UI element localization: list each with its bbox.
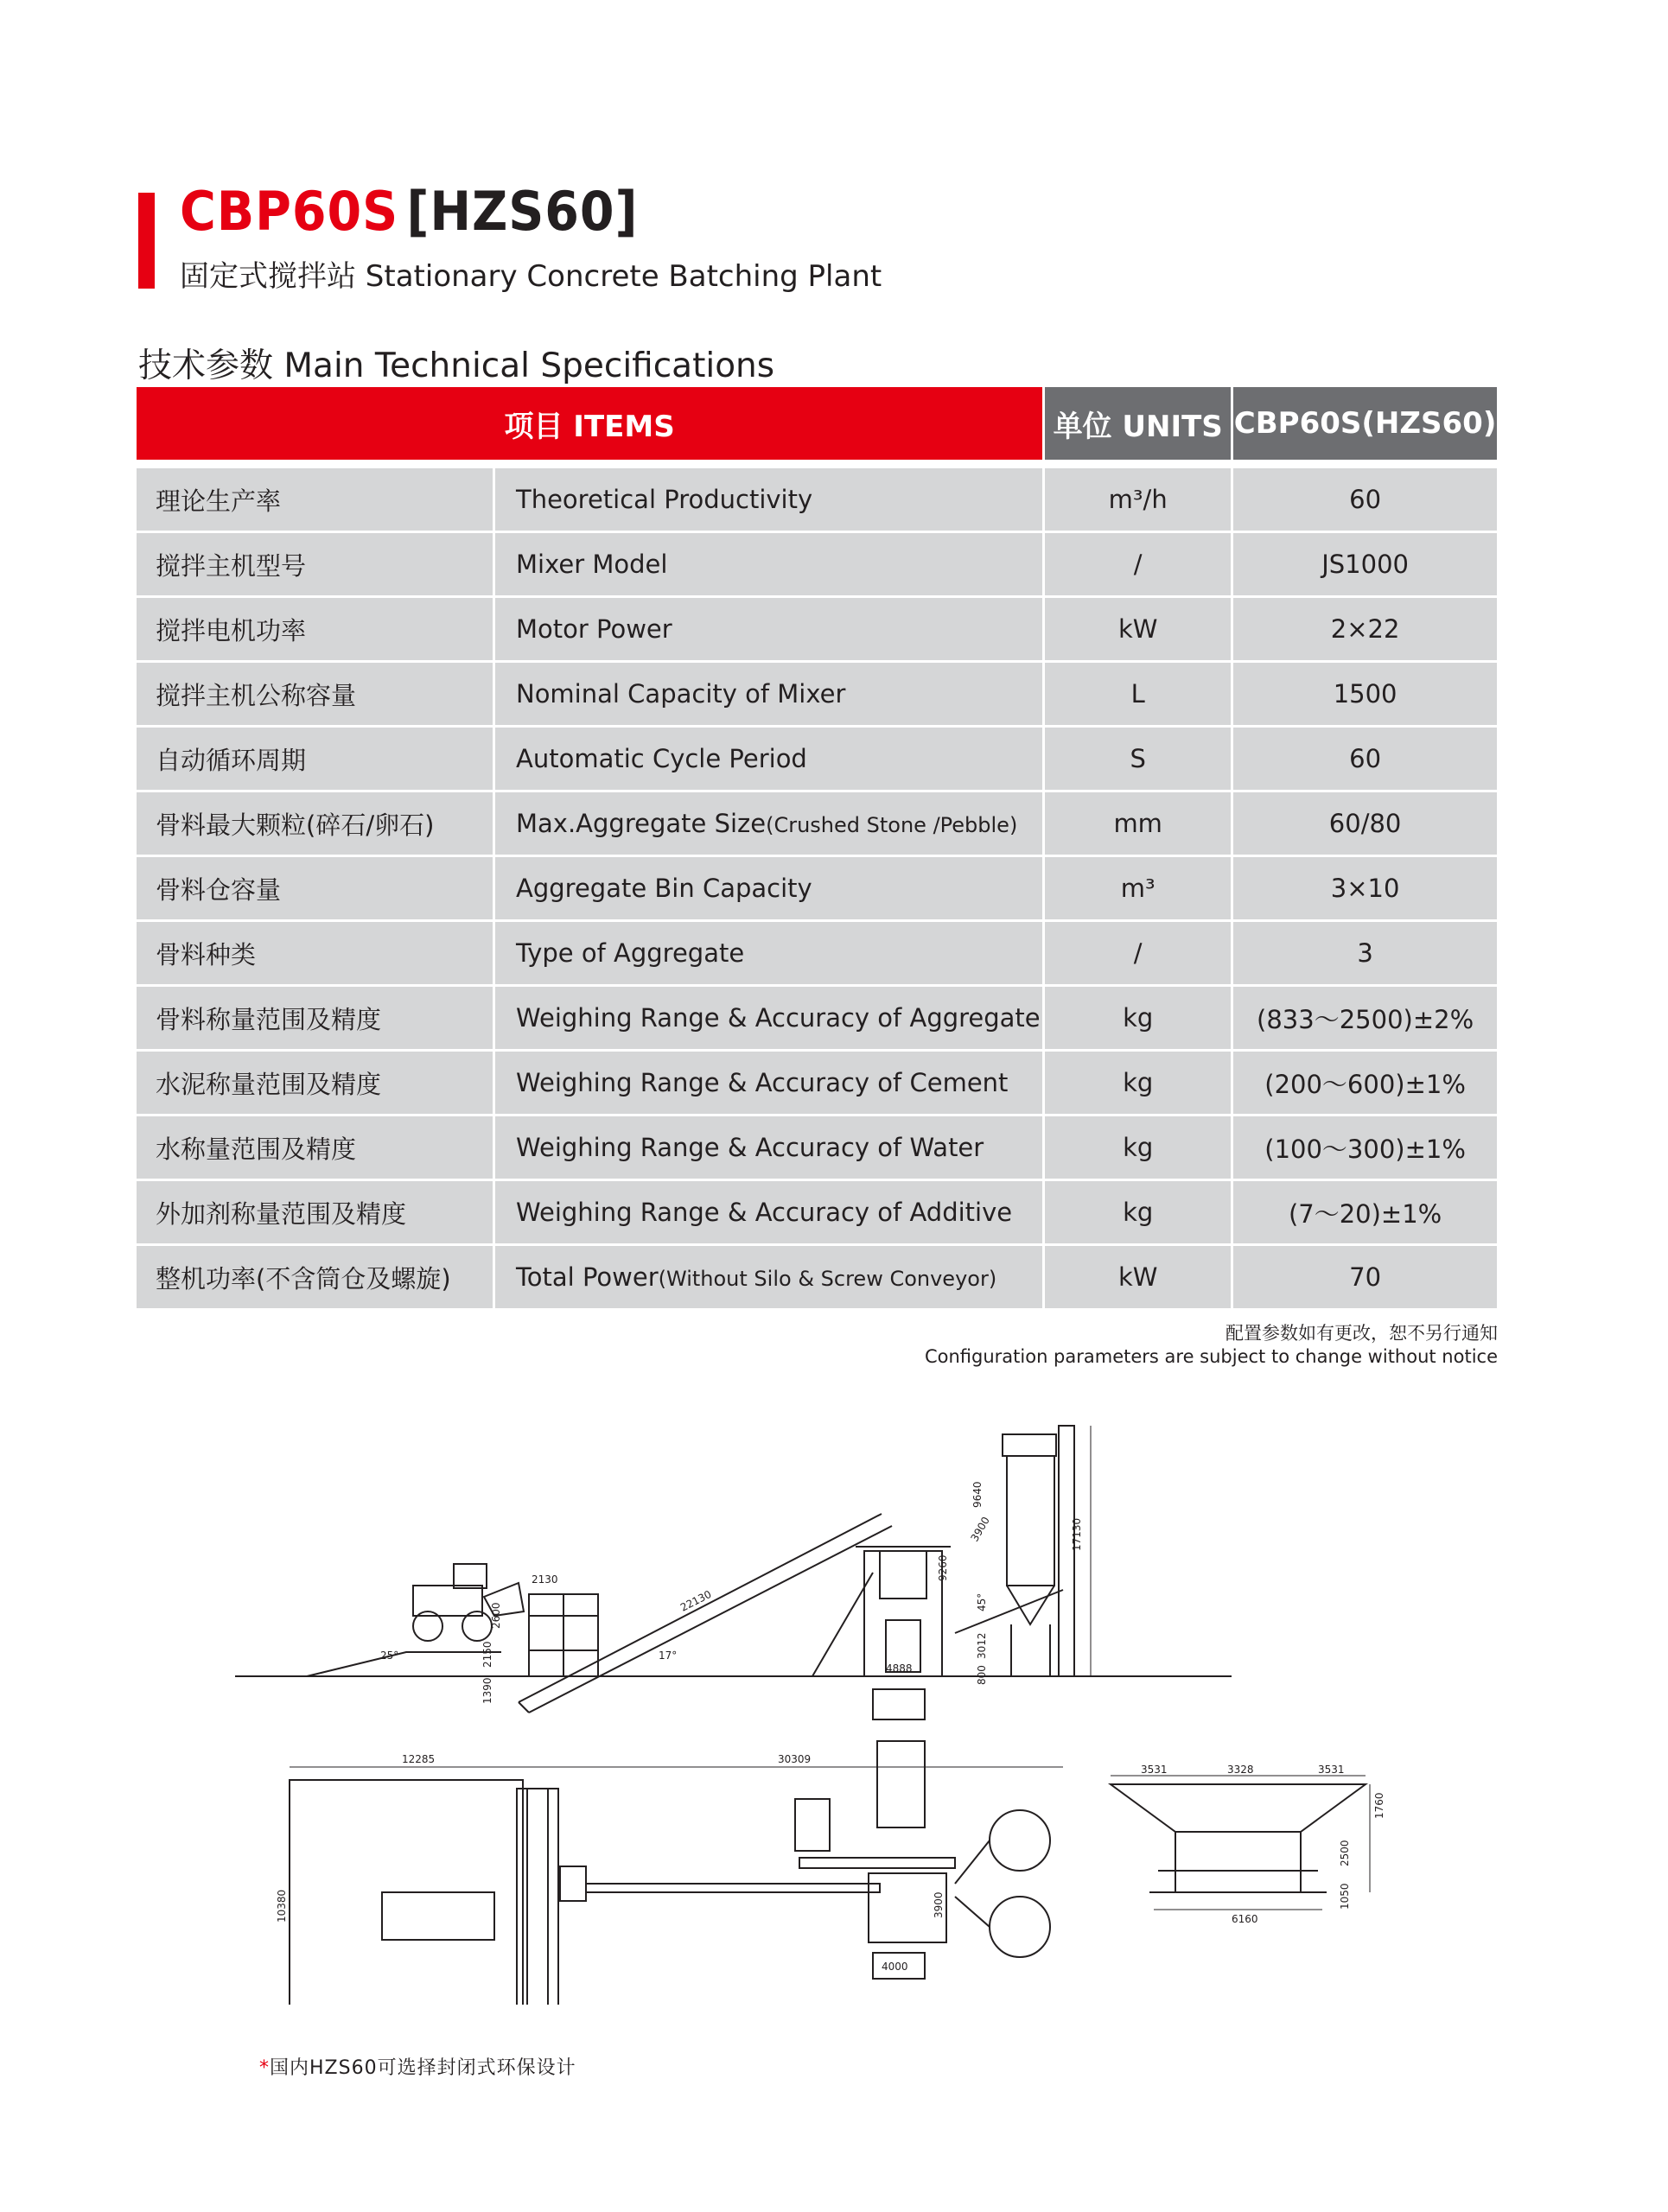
plant-technical-drawing [0, 1400, 1668, 2005]
aggregate-bin-drawing [529, 1594, 598, 1676]
spec-label-zh: 整机功率(不含筒仓及螺旋) [137, 1245, 494, 1310]
dim-label: 9640 [971, 1481, 984, 1508]
spec-label-en-main: Aggregate Bin Capacity [516, 874, 812, 903]
config-note-zh: 配置参数如有更改，恕不另行通知 [1226, 1323, 1498, 1344]
spec-label-zh: 骨料称量范围及精度 [137, 986, 494, 1051]
dim-label: 45° [976, 1592, 988, 1611]
dim-label: 3531 [1318, 1764, 1345, 1776]
spec-value: 60 [1232, 468, 1497, 532]
dim-label: 30309 [778, 1753, 812, 1765]
spec-table-body [137, 460, 1497, 1310]
spec-label-en [494, 597, 1044, 662]
spec-label-en [494, 662, 1044, 727]
dim-label: 10380 [276, 1889, 288, 1923]
dim-label: 3900 [933, 1891, 945, 1918]
spec-value: 70 [1232, 1245, 1497, 1310]
dim-label: 2150 [481, 1641, 493, 1668]
cement-silo-drawing [955, 1426, 1074, 1676]
dim-label: 2600 [490, 1602, 502, 1629]
table-header-row [137, 387, 1497, 460]
dim-label: 1390 [481, 1677, 493, 1704]
spec-label-en-main: Weighing Range & Accuracy of Aggregate [516, 1003, 1041, 1033]
dim-label: 22130 [678, 1587, 714, 1614]
spec-value: JS1000 [1232, 532, 1497, 597]
table-row [137, 597, 1497, 662]
spec-label-en-main: Type of Aggregate [516, 938, 745, 968]
spec-unit: kg [1044, 1051, 1232, 1116]
dim-label: 3012 [976, 1632, 988, 1659]
spec-label-zh: 搅拌主机公称容量 [137, 662, 494, 727]
spec-label-en-main: Theoretical Productivity [516, 485, 813, 514]
spec-label-en-main: Max.Aggregate Size [516, 809, 767, 838]
table-row [137, 1116, 1497, 1180]
spec-label-en-main: Weighing Range & Accuracy of Water [516, 1133, 984, 1162]
spec-unit: / [1044, 532, 1232, 597]
spec-unit: kW [1044, 1245, 1232, 1310]
spec-label-en [494, 1051, 1044, 1116]
header-items: 项目 ITEMS [137, 387, 1044, 460]
dim-label: 3531 [1141, 1764, 1168, 1776]
spec-label-en [494, 856, 1044, 921]
spec-label-zh: 水称量范围及精度 [137, 1116, 494, 1180]
table-row [137, 856, 1497, 921]
model-alt-name: [HZS60] [406, 180, 639, 243]
spec-label-zh: 自动循环周期 [137, 727, 494, 791]
dim-label: 1760 [1373, 1792, 1385, 1819]
spec-label-en-note: (Crushed Stone /Pebble) [766, 813, 1018, 837]
spec-label-en-note: (Without Silo & Screw Conveyor) [658, 1267, 997, 1291]
spec-unit: m³ [1044, 856, 1232, 921]
spec-label-en-main: Automatic Cycle Period [516, 744, 807, 773]
spec-value: 3 [1232, 921, 1497, 986]
dim-label: 4000 [882, 1961, 908, 1973]
page-title [180, 180, 638, 249]
dim-label: 2130 [532, 1573, 558, 1586]
spec-value: (200～600)±1% [1232, 1051, 1497, 1116]
dim-label: 1050 [1339, 1883, 1351, 1910]
spec-value: 60/80 [1232, 791, 1497, 856]
config-note [925, 1322, 1498, 1369]
spec-label-en [494, 1116, 1044, 1180]
model-name: CBP60S [180, 180, 399, 243]
spec-unit: kg [1044, 986, 1232, 1051]
spec-value: 2×22 [1232, 597, 1497, 662]
dim-label: 3328 [1227, 1764, 1254, 1776]
spec-value: 1500 [1232, 662, 1497, 727]
table-row [137, 662, 1497, 727]
spec-label-en [494, 532, 1044, 597]
spec-label-en-main: Weighing Range & Accuracy of Additive [516, 1198, 1013, 1227]
spec-heading: 技术参数 Main Technical Specifications [138, 346, 775, 385]
spec-unit: L [1044, 662, 1232, 727]
loader-ramp [307, 1652, 501, 1676]
spec-label-en-main: Weighing Range & Accuracy of Cement [516, 1068, 1009, 1097]
table-row [137, 468, 1497, 532]
table-row [137, 921, 1497, 986]
table-row [137, 1245, 1497, 1310]
dim-label: 25° [380, 1649, 399, 1662]
table-row [137, 791, 1497, 856]
spec-unit: mm [1044, 791, 1232, 856]
dim-label: 9260 [937, 1554, 949, 1581]
spec-unit: m³/h [1044, 468, 1232, 532]
spec-label-en-main: Nominal Capacity of Mixer [516, 679, 846, 709]
spec-unit: kW [1044, 597, 1232, 662]
dim-label: 2500 [1339, 1840, 1351, 1866]
spec-value: (7～20)±1% [1232, 1180, 1497, 1245]
header-units: 单位 UNITS [1044, 387, 1232, 460]
spec-label-en [494, 727, 1044, 791]
spec-label-en [494, 986, 1044, 1051]
table-row [137, 1051, 1497, 1116]
config-note-en: Configuration parameters are subject to change without notice [924, 1346, 1498, 1367]
spec-unit: kg [1044, 1116, 1232, 1180]
page-subtitle: 固定式搅拌站 Stationary Concrete Batching Plant [180, 259, 882, 294]
spec-value: (833～2500)±2% [1232, 986, 1497, 1051]
mixing-tower-drawing [812, 1547, 951, 1676]
title-accent-bar [138, 193, 155, 289]
belt-conveyor-drawing [519, 1514, 892, 1713]
spec-label-en [494, 921, 1044, 986]
table-row [137, 532, 1497, 597]
dim-label: 6160 [1232, 1913, 1258, 1925]
dim-label: 3900 [968, 1515, 992, 1544]
spec-unit: S [1044, 727, 1232, 791]
dim-label: 12285 [402, 1753, 436, 1765]
spec-unit: / [1044, 921, 1232, 986]
spec-table [137, 387, 1497, 1311]
dim-label: 4888 [886, 1662, 913, 1675]
table-row [137, 986, 1497, 1051]
spec-value: 60 [1232, 727, 1497, 791]
spec-label-zh: 骨料种类 [137, 921, 494, 986]
dim-label: 17130 [1071, 1517, 1083, 1551]
spec-label-en [494, 468, 1044, 532]
end-view-drawing [1111, 1776, 1370, 1910]
table-row [137, 727, 1497, 791]
spec-label-en [494, 1245, 1044, 1310]
spec-label-zh: 骨料仓容量 [137, 856, 494, 921]
spec-label-en [494, 1180, 1044, 1245]
spec-label-en-main: Total Power [516, 1262, 659, 1292]
spec-label-zh: 水泥称量范围及精度 [137, 1051, 494, 1116]
spec-label-zh: 搅拌主机型号 [137, 532, 494, 597]
spec-label-zh: 骨料最大颗粒(碎石/卵石) [137, 791, 494, 856]
spec-value: (100～300)±1% [1232, 1116, 1497, 1180]
wheel-loader-drawing [413, 1564, 524, 1641]
table-row [137, 1180, 1497, 1245]
dim-label: 17° [659, 1649, 678, 1662]
spec-label-zh: 理论生产率 [137, 468, 494, 532]
plan-view-drawing [290, 1689, 1063, 2005]
spec-label-en-main: Mixer Model [516, 550, 668, 579]
footnote: *国内HZS60可选择封闭式环保设计 [259, 2057, 576, 2079]
spec-unit: kg [1044, 1180, 1232, 1245]
spec-label-zh: 外加剂称量范围及精度 [137, 1180, 494, 1245]
spec-label-en [494, 791, 1044, 856]
spec-value: 3×10 [1232, 856, 1497, 921]
header-model: CBP60S(HZS60) [1232, 387, 1497, 460]
spec-label-en-main: Motor Power [516, 614, 672, 644]
spec-label-zh: 搅拌电机功率 [137, 597, 494, 662]
dim-label: 800 [976, 1665, 988, 1685]
